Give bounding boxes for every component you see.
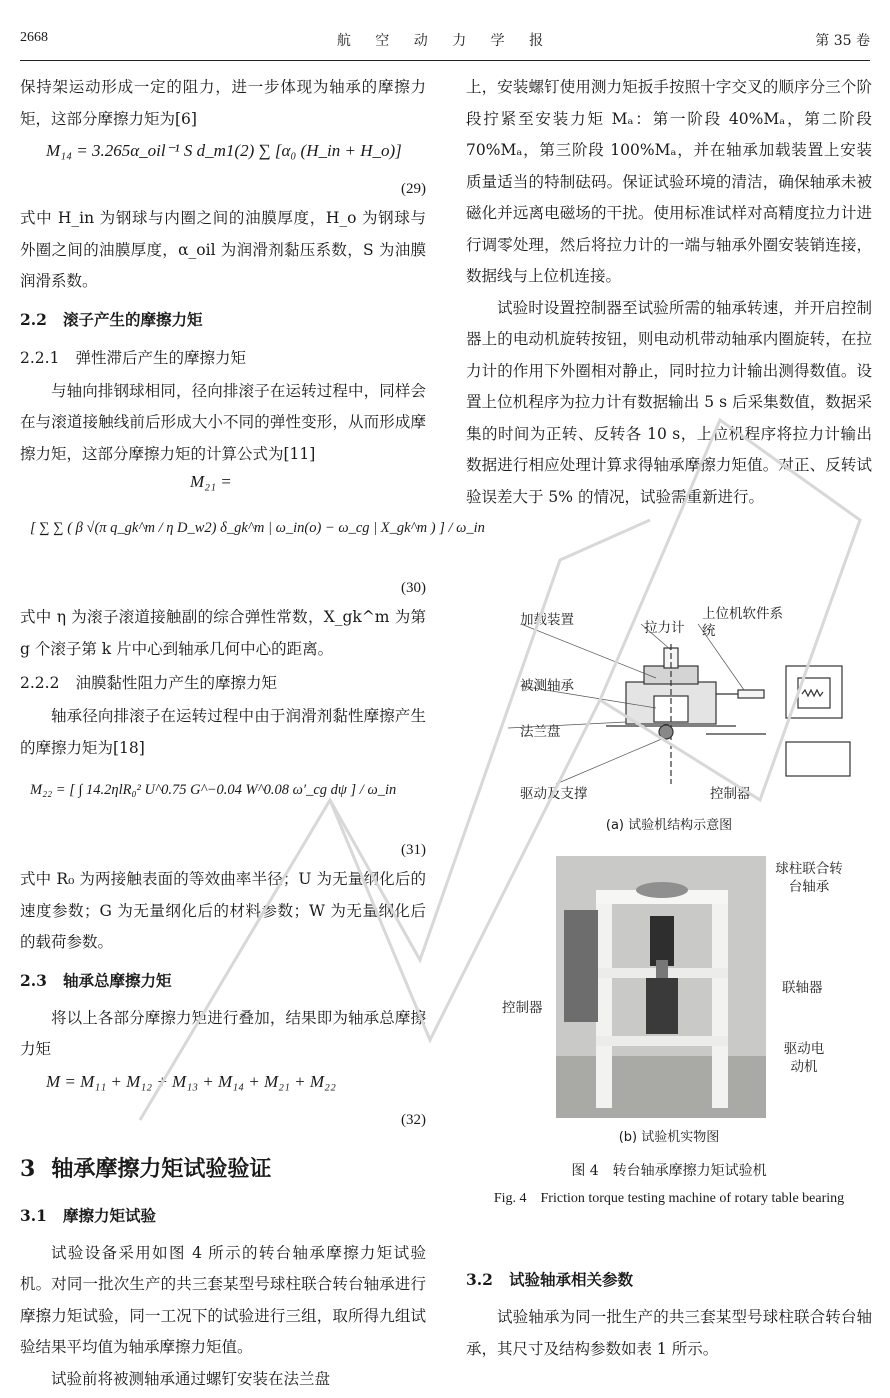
section-title: 轴承摩擦力矩试验验证 bbox=[51, 1155, 272, 1182]
left-column bbox=[20, 72, 485, 1395]
label-controller: 控制器 bbox=[710, 786, 751, 802]
volume-number: 第 35 卷 bbox=[815, 33, 870, 49]
section-heading-2-3 bbox=[20, 965, 426, 997]
equation-number: (31) bbox=[401, 842, 426, 858]
paragraph: 式中 η 为滚子滚道接触副的综合弹性常数，X_gk^m 为第 g 个滚子第 k 片中心到轴承几何中心的距离。 bbox=[20, 608, 426, 658]
page-header bbox=[0, 0, 890, 66]
section-heading-3 bbox=[20, 1150, 426, 1188]
equation-30 bbox=[20, 502, 485, 574]
equation-head: M₂₁ = bbox=[190, 472, 232, 491]
label-drive-support: 驱动及支撑 bbox=[520, 786, 588, 802]
paragraph: 轴承径向排滚子在运转过程中由于润滑剂黏性摩擦产生的摩擦力矩为[18] bbox=[20, 707, 426, 757]
section-title: 滚子产生的摩擦力矩 bbox=[62, 309, 203, 329]
paragraph: 式中 H_in 为钢球与内圈之间的油膜厚度，H_o 为钢球与外圈之间的油膜厚度，α_oil 为润滑剂黏压系数，S 为油膜润滑系数。 bbox=[20, 209, 426, 290]
label-controller: 控制器 bbox=[502, 1000, 543, 1016]
label-drive-motor: 驱动电动机 bbox=[783, 1041, 825, 1075]
journal-title: 航 空 动 力 学 报 bbox=[336, 33, 554, 49]
section-number: 2.2.2 bbox=[20, 674, 60, 692]
machine-illustration bbox=[556, 856, 766, 1118]
label-coupling: 联轴器 bbox=[782, 980, 823, 996]
paragraph: 将以上各部分摩擦力矩进行叠加，结果即为轴承总摩擦力矩 bbox=[20, 1008, 426, 1058]
paragraph: 与轴向排钢球相同，径向排滚子在运转过程中，同样会在与滚道接触线前后形成大小不同的弹性变形，从而形成摩擦力矩，这部分摩擦力矩的计算公式为[11] bbox=[20, 381, 426, 463]
section-heading-2-2-1 bbox=[20, 342, 426, 374]
section-heading-3-2 bbox=[466, 1264, 872, 1296]
label-host-software: 上位机软件系统 bbox=[702, 606, 783, 639]
section-heading-3-1 bbox=[20, 1200, 426, 1232]
label-tension-meter: 拉力计 bbox=[644, 620, 685, 636]
equation-number: (29) bbox=[401, 181, 426, 197]
paragraph: 试验时设置控制器至试验所需的轴承转速，并开启控制器上的电动机旋转按钮，则电动机带动轴承内圈旋转，在拉力计的作用下外圈相对静止，同时拉力计输出测得数值。设置上位机程序为拉力计有数据输出 5 s 后采集数值，数据采集的时间为正转、反转各 10 s，上位机程序将拉力计输出数据进行相应处理计算求得轴承摩擦力矩值。对正、反转试验误差大于 5% 的情况，试验需重新进行。 bbox=[466, 298, 872, 506]
equation-31 bbox=[20, 764, 426, 836]
section-title: 弹性滞后产生的摩擦力矩 bbox=[75, 348, 246, 367]
label-combined-bearing: 球柱联合转台轴承 bbox=[775, 861, 843, 895]
figure-4a-caption: (a) 试验机结构示意图 bbox=[605, 818, 733, 833]
equation-29 bbox=[20, 135, 426, 175]
section-heading-2-2-2 bbox=[20, 667, 426, 699]
section-heading-2-2 bbox=[20, 304, 426, 336]
equation-30-head bbox=[20, 470, 426, 502]
section-number: 2.3 bbox=[20, 970, 47, 990]
figure-4b-caption: (b) 试验机实物图 bbox=[618, 1130, 720, 1145]
section-number: 3 bbox=[20, 1155, 36, 1182]
page-number: 2668 bbox=[20, 30, 48, 45]
equation-32 bbox=[20, 1066, 426, 1106]
right-column-bottom bbox=[466, 1258, 872, 1365]
equation-body: M₁₄ = 3.265α_oil⁻¹ S d_m1(2) ∑ [α₀ (H_in + H_o)] bbox=[46, 141, 402, 160]
section-title: 油膜黏性阻力产生的摩擦力矩 bbox=[75, 674, 277, 692]
paragraph: 试验前将被测轴承通过螺钉安装在法兰盘 bbox=[51, 1369, 331, 1388]
section-title: 试验轴承相关参数 bbox=[508, 1270, 633, 1289]
paragraph: 式中 R₀ 为两接触表面的等效曲率半径；U 为无量纲化后的速度参数；G 为无量纲化后的材料参数；W 为无量纲化后的载荷参数。 bbox=[20, 870, 426, 951]
label-loading-device: 加载装置 bbox=[520, 612, 574, 628]
section-number: 3.1 bbox=[20, 1205, 47, 1225]
section-title: 摩擦力矩试验 bbox=[62, 1205, 156, 1225]
figure-4-caption-en: Fig. 4 Friction torque testing machine of rotary table bearing bbox=[493, 1191, 845, 1206]
paragraph: 保持架运动形成一定的阻力，进一步体现为轴承的摩擦力矩，这部分摩擦力矩为[6] bbox=[20, 78, 426, 128]
paragraph: 试验设备采用如图 4 所示的转台轴承摩擦力矩试验机。对同一批次生产的共三套某型号球柱联合转台轴承进行摩擦力矩试验，同一工况下的试验进行三组，取所得九组试验结果平均值为轴承摩擦力矩值。 bbox=[20, 1243, 426, 1356]
equation-number: (30) bbox=[401, 580, 426, 596]
equation-body: [ ∑ ∑ ( β √(π q_gk^m / η D_w2) δ_gk^m | ω_in(o) − ω_cg | X_gk^m ) ] / ω_in bbox=[30, 520, 485, 536]
right-column bbox=[466, 72, 872, 513]
figure-4a-schematic bbox=[466, 604, 872, 836]
paragraph: 上，安装螺钉使用测力矩扳手按照十字交叉的顺序分三个阶段拧紧至安装力矩 Mₐ：第一阶段 40%Mₐ，第二阶段 70%Mₐ，第三阶段 100%Mₐ，并在轴承加载装置上安装质量适当的特制砝码。保证试验环境的清洁，确保轴承未被磁化并远离电磁场的干扰。使用标准试样对高精度拉力计进行调零处理，然后将拉力计的一端与轴承外圈安装销连接，数据线与上位机连接。 bbox=[466, 78, 872, 285]
header-rule bbox=[20, 60, 870, 61]
paragraph: 试验轴承为同一批生产的共三套某型号球柱联合转台轴承，其尺寸及结构参数如表 1 所示。 bbox=[466, 1308, 872, 1358]
label-tested-bearing: 被测轴承 bbox=[520, 678, 574, 694]
equation-body: M = M₁₁ + M₁₂ + M₁₃ + M₁₄ + M₂₁ + M₂₂ bbox=[46, 1071, 336, 1091]
figure-4-caption-cn: 图 4 转台轴承摩擦力矩试验机 bbox=[571, 1163, 767, 1179]
machine-photo bbox=[556, 856, 766, 1118]
section-number: 3.2 bbox=[466, 1270, 493, 1289]
figure-4b-photo bbox=[466, 856, 872, 1146]
section-number: 2.2.1 bbox=[20, 348, 60, 367]
label-flange: 法兰盘 bbox=[520, 724, 561, 740]
section-title: 轴承总摩擦力矩 bbox=[62, 970, 172, 990]
equation-number: (32) bbox=[401, 1111, 426, 1128]
section-number: 2.2 bbox=[20, 309, 47, 329]
equation-body: M₂₂ = [ ∫ 14.2ηlR₀² U^0.75 G^−0.04 W^0.08 ω′_cg dψ ] / ω_in bbox=[30, 782, 397, 798]
